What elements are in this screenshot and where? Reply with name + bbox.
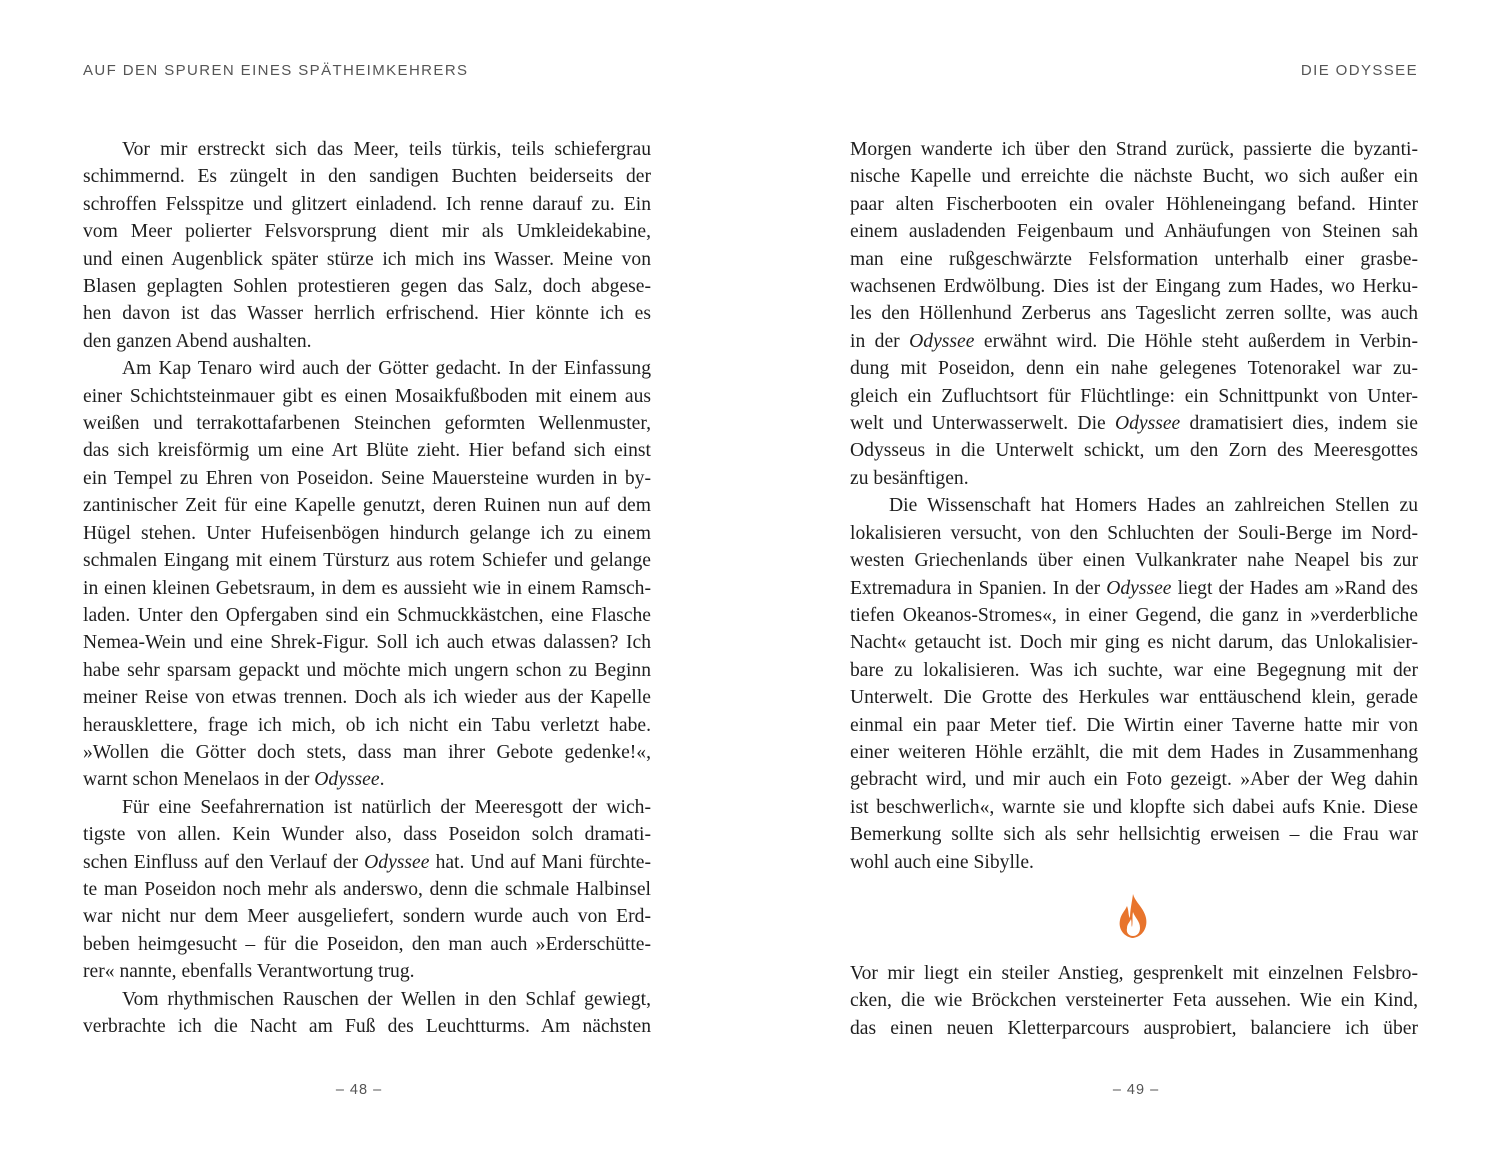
text-line [850, 520, 1418, 547]
text-line-segment: Blasen geplagten Sohlen protestieren gegen das Salz, doch abgese- [83, 276, 651, 298]
text-line [850, 492, 1418, 519]
text-line-segment: das sich kreisförmig um eine Art Blüte zieht. Hier befand sich einst [83, 440, 651, 462]
text-line [83, 273, 651, 300]
text-line [83, 739, 651, 766]
running-head-left: AUF DEN SPUREN EINES SPÄTHEIMKEHRERS [83, 62, 469, 79]
page-number-left: – 48 – [335, 1082, 383, 1098]
text-line-segment: Vor mir liegt ein steiler Anstieg, gesprenkelt mit einzelnen Felsbro- [850, 963, 1418, 984]
text-line-segment: Vor mir erstreckt sich das Meer, teils türkis, teils schiefergrau [122, 139, 651, 160]
text-line [83, 903, 651, 930]
text-line-segment: gebracht wird, und mir auch ein Foto gezeigt. »Aber der Weg dahin [850, 769, 1418, 791]
text-line [83, 246, 651, 273]
text-line-segment: bare zu lokalisieren. Was ich suchte, war eine Begegnung mit der [850, 659, 1418, 681]
text-line [83, 355, 651, 382]
text-line-segment: »Wollen die Götter doch stets, dass man ihrer Gebote gedenke!«, [83, 741, 651, 763]
left-page-text [83, 136, 651, 1040]
text-line [83, 163, 651, 190]
text-line-segment: Odysseus in die Unterwelt schickt, um den Zorn des Meeresgottes [850, 440, 1418, 462]
text-line-segment: beben heimgesucht – für die Poseidon, den man auch »Erderschütte- [83, 933, 651, 955]
text-line-segment: schimmernd. Es züngelt in den sandigen Buchten beiderseits der [83, 166, 651, 188]
italic-title: Odyssee [364, 851, 430, 873]
text-line [850, 766, 1418, 793]
italic-title: Odyssee [1106, 577, 1172, 599]
text-line [83, 1013, 651, 1040]
text-line [83, 931, 651, 958]
text-line-segment: Nemea-Wein und eine Shrek-Figur. Soll ich auch etwas dalassen? Ich [83, 632, 651, 654]
text-line [83, 602, 651, 629]
text-line [83, 218, 651, 245]
text-line [850, 575, 1418, 602]
text-line-segment: hen davon ist das Wasser herrlich erfrischend. Hier könnte ich es [83, 303, 651, 325]
text-line-segment: den ganzen Abend aushalten. [83, 330, 312, 352]
page-number-right: – 49 – [1112, 1082, 1160, 1098]
text-line-segment: und einen Augenblick später stürze ich mich ins Wasser. Meine von [83, 248, 651, 270]
text-line-segment: dung mit Poseidon, denn ein nahe gelegenes Totenorakel war zu- [850, 358, 1418, 380]
text-line [83, 300, 651, 327]
text-line [850, 246, 1418, 273]
text-line-segment: . [379, 769, 385, 791]
text-line-segment: ein Tempel zu Ehren von Poseidon. Seine Mauersteine wurden in by- [83, 467, 651, 489]
text-line-segment: westen Griechenlands über einen Vulkankrater nahe Neapel bis zur [850, 550, 1418, 572]
text-line-segment: schen Einfluss auf den Verlauf der [83, 851, 365, 873]
text-line [83, 986, 651, 1013]
text-line-segment: war nicht nur dem Meer ausgeliefert, sondern wurde auch von Erd- [83, 906, 651, 928]
text-line-segment: cken, die wie Bröckchen versteinerter Feta aussehen. Wie ein Kind, [850, 990, 1418, 1012]
text-line [83, 657, 651, 684]
text-line [850, 273, 1418, 300]
text-line [850, 987, 1418, 1014]
text-line [83, 410, 651, 437]
text-line [850, 437, 1418, 464]
text-line-segment: das einen neuen Kletterparcours ausprobiert, balanciere ich über [850, 1017, 1418, 1039]
text-line [83, 629, 651, 656]
text-line-segment: einmal ein paar Meter tief. Die Wirtin einer Taverne hatte mir von [850, 714, 1418, 736]
italic-title: Odyssee [314, 769, 380, 791]
flame-ornament-svg [1116, 892, 1150, 940]
text-line [850, 218, 1418, 245]
text-line [83, 876, 651, 903]
text-line [850, 629, 1418, 656]
text-line [850, 1015, 1418, 1042]
text-line-segment: Bemerkung sollte sich als sehr hellsichtig erweisen – die Frau war [850, 824, 1418, 846]
text-line [83, 684, 651, 711]
text-line [850, 465, 1418, 492]
text-line [850, 821, 1418, 848]
left-page [83, 0, 651, 1167]
text-line-segment: te man Poseidon noch mehr als anderswo, denn die schmale Halbinsel [83, 878, 651, 900]
text-line [83, 575, 651, 602]
text-line-segment: erwähnt wird. Die Höhle steht außerdem in Verbin- [974, 330, 1418, 352]
text-line [83, 383, 651, 410]
text-line-segment: liegt der Hades am »Rand des [1171, 577, 1419, 599]
text-line-segment: hat. Und auf Mani fürchte- [429, 851, 651, 873]
text-line [850, 712, 1418, 739]
text-line [850, 602, 1418, 629]
text-line-segment: verbrachte ich die Nacht am Fuß des Leuchtturms. Am nächsten [83, 1016, 651, 1037]
text-line-segment: ist beschwerlich«, warnte sie und klopfte sich dabei aufs Knie. Diese [850, 796, 1418, 818]
text-line [850, 191, 1418, 218]
text-line [83, 849, 651, 876]
flame-icon [1116, 892, 1150, 940]
text-line [83, 136, 651, 163]
text-line-segment: einer Schichtsteinmauer gibt es einen Mosaikfußboden mit einem aus [83, 385, 651, 407]
text-line-segment: schroffen Felsspitze und glitzert einladend. Ich renne darauf zu. Ein [83, 193, 651, 215]
text-line-segment: vom Meer polierter Felsvorsprung dient mir als Umkleidekabine, [83, 221, 651, 243]
text-line [83, 958, 651, 985]
text-line [83, 821, 651, 848]
text-line [850, 739, 1418, 766]
text-line [83, 712, 651, 739]
right-page-text [850, 136, 1418, 876]
text-line-segment: les den Höllenhund Zerberus ans Tageslicht zerren sollte, was auch [850, 303, 1418, 325]
text-line [850, 960, 1418, 987]
text-line-segment: in der [850, 330, 910, 352]
text-line-segment: paar alten Fischerbooten ein ovaler Höhleneingang befand. Hinter [850, 193, 1418, 215]
text-line-segment: schmalen Eingang mit einem Türsturz aus rotem Schiefer und gelange [83, 550, 651, 572]
text-line-segment: Morgen wanderte ich über den Strand zurück, passierte die byzanti- [850, 139, 1418, 160]
text-line-segment: welt und Unterwasserwelt. Die [850, 413, 1115, 435]
text-line [83, 520, 651, 547]
text-line [850, 547, 1418, 574]
text-line-segment: Hügel stehen. Unter Hufeisenbögen hindurch gelange ich zu einem [83, 522, 651, 544]
text-line [850, 794, 1418, 821]
text-line-segment: einem ausladenden Feigenbaum und Anhäufungen von Steinen sah [850, 221, 1418, 243]
text-line-segment: gleich ein Zufluchtsort für Flüchtlinge: ein Schnittpunkt von Unter- [850, 385, 1418, 407]
text-line [850, 684, 1418, 711]
text-line-segment: weißen und terrakottafarbenen Steinchen geformten Wellenmuster, [83, 413, 651, 435]
right-page-text-after-break [850, 960, 1418, 1042]
text-line-segment: tiefen Okeanos-Stromes«, in einer Gegend, die ganz in »verderbliche [850, 604, 1418, 626]
text-line [83, 437, 651, 464]
text-line-segment: meiner Reise von etwas trennen. Doch als ich wieder aus der Kapelle [83, 687, 651, 709]
text-line-segment: in einen kleinen Gebetsraum, in dem es aussieht wie in einem Ramsch- [83, 577, 651, 599]
running-head-right: DIE ODYSSEE [1300, 62, 1418, 79]
text-line [850, 300, 1418, 327]
text-line [850, 657, 1418, 684]
italic-title: Odyssee [1114, 413, 1181, 435]
text-line-segment: rer« nannte, ebenfalls Verantwortung trug. [83, 961, 415, 983]
text-line-segment: wohl auch eine Sibylle. [850, 851, 1034, 873]
text-line-segment: lokalisieren versucht, von den Schluchten der Souli-Berge im Nord- [850, 522, 1418, 544]
text-line-segment: Für eine Seefahrernation ist natürlich der Meeresgott der wich- [122, 796, 651, 818]
text-line-segment: habe sehr sparsam gepackt und möchte mich ungern schon zu Beginn [83, 659, 651, 681]
text-line [83, 465, 651, 492]
right-page [850, 0, 1418, 1167]
text-line-segment: einer weiteren Höhle erzählt, die mit dem Hades in Zusammenhang [850, 741, 1418, 763]
text-line-segment: Nacht« getaucht ist. Doch mir ging es nicht darum, das Unlokalisier- [850, 632, 1418, 654]
text-line-segment: zu besänftigen. [850, 467, 969, 489]
text-line-segment: Extremadura in Spanien. In der [850, 577, 1107, 599]
text-line-segment: zantinischer Zeit für eine Kapelle genutzt, deren Ruinen nun auf dem [83, 495, 651, 517]
text-line [83, 191, 651, 218]
text-line [850, 410, 1418, 437]
text-line [850, 849, 1418, 876]
text-line [83, 766, 651, 793]
text-line-segment: Unterwelt. Die Grotte des Herkules war enttäuschend klein, gerade [850, 687, 1418, 709]
text-line [850, 383, 1418, 410]
text-line-segment: nische Kapelle und erreichte die nächste Bucht, wo sich außer ein [850, 166, 1418, 188]
text-line [850, 136, 1418, 163]
text-line [83, 328, 651, 355]
text-line-segment: Vom rhythmischen Rauschen der Wellen in den Schlaf gewiegt, [122, 988, 651, 1010]
text-line-segment: man eine rußgeschwärzte Felsformation unterhalb einer grasbe- [850, 248, 1418, 270]
text-line-segment: laden. Unter den Opfergaben sind ein Schmuckkästchen, eine Flasche [83, 604, 651, 626]
text-line [850, 163, 1418, 190]
text-line-segment: dramatisiert dies, indem sie [1180, 413, 1418, 435]
text-line [850, 328, 1418, 355]
text-line [83, 492, 651, 519]
text-line-segment: wachsenen Erdwölbung. Dies ist der Eingang zum Hades, wo Herku- [850, 276, 1418, 298]
text-line-segment: Am Kap Tenaro wird auch der Götter gedacht. In der Einfassung [122, 358, 651, 380]
text-line-segment: Die Wissenschaft hat Homers Hades an zahlreichen Stellen zu [889, 495, 1418, 517]
text-line-segment: herausklettere, frage ich mich, ob ich nicht ein Tabu verletzt habe. [83, 714, 651, 736]
italic-title: Odyssee [909, 330, 975, 352]
text-line [850, 355, 1418, 382]
text-line [83, 547, 651, 574]
text-line [83, 794, 651, 821]
text-line-segment: tigste von allen. Kein Wunder also, dass Poseidon solch dramati- [83, 824, 651, 846]
text-line-segment: warnt schon Menelaos in der [83, 769, 315, 791]
